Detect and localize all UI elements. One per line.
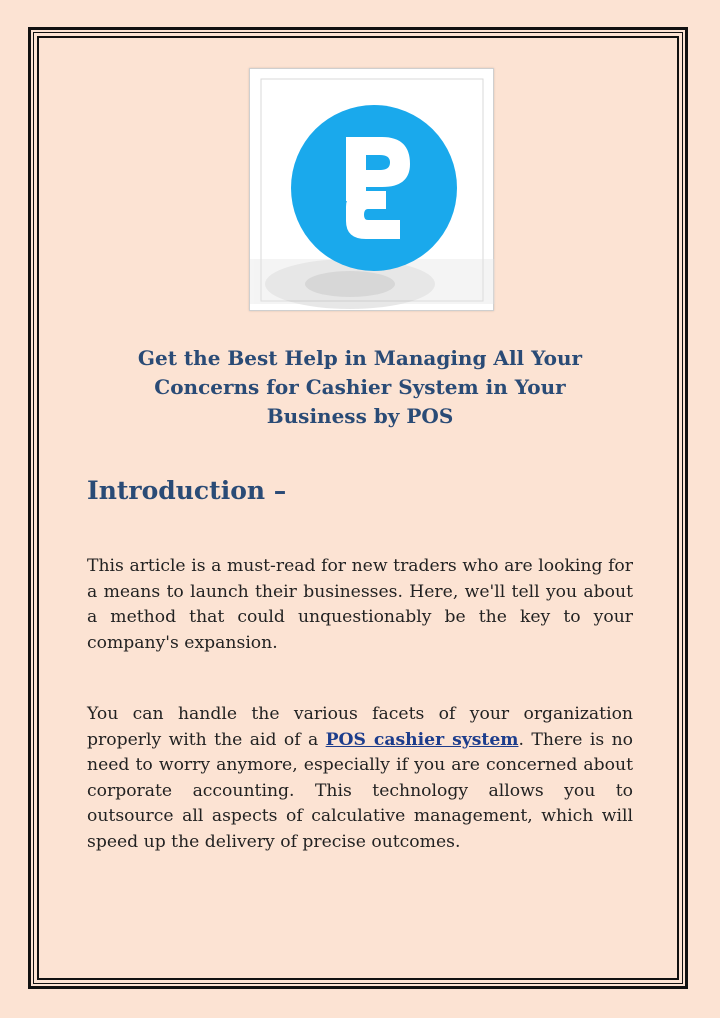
- document-title: [100, 344, 620, 431]
- logo-card: [249, 68, 494, 311]
- pos-cashier-system-link[interactable]: POS cashier system: [325, 729, 519, 750]
- pos-logo-icon: [250, 69, 495, 312]
- title-line: Concerns for Cashier System in Your: [154, 375, 566, 399]
- title-line: Business by POS: [266, 404, 454, 428]
- paragraph-text: . There is no need to worry anymore, especially if you are concerned about corporate accounting. This technology allows you to outsource all aspects of calculative management, which will speed up the delivery of precise outcomes.: [87, 729, 633, 852]
- section-heading: Introduction –: [87, 476, 287, 505]
- paragraph-body: [87, 702, 633, 856]
- title-line: Get the Best Help in Managing All Your: [137, 346, 583, 370]
- paragraph-text: You can handle the various facets of your organization properly with the aid of a: [87, 704, 633, 750]
- paragraph-intro: This article is a must-read for new traders who are looking for a means to launch their businesses. Here, we'll tell you about a method that could unquestionably be the key to your company's expansion.: [87, 556, 633, 653]
